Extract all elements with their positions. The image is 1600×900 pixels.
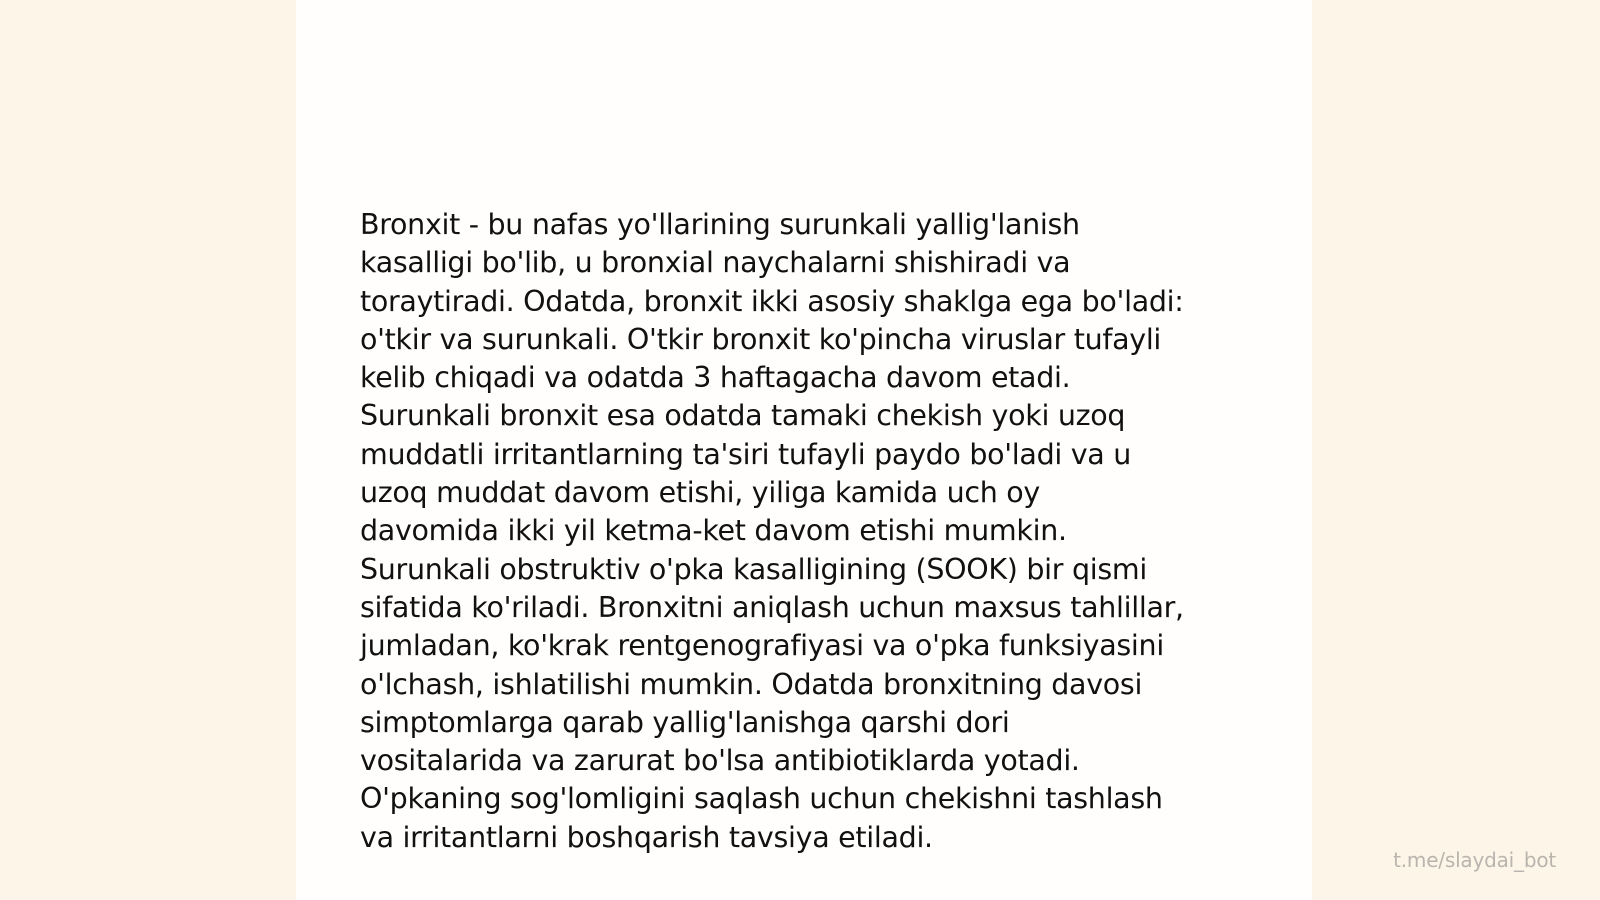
right-margin bbox=[1312, 0, 1600, 900]
text-line: muddatli irritantlarning ta'siri tufayli paydo bo'ladi va u bbox=[360, 437, 1131, 471]
text-line: davomida ikki yil ketma-ket davom etishi mumkin. bbox=[360, 514, 1067, 548]
text-line: O'pkaning sog'lomligini saqlash uchun chekishni tashlash bbox=[360, 782, 1163, 816]
text-line: vositalarida va zarurat bo'lsa antibiotiklarda yotadi. bbox=[360, 744, 1080, 778]
left-margin bbox=[0, 0, 296, 900]
text-line: sifatida ko'riladi. Bronxitni aniqlash uchun maxsus tahlillar, bbox=[360, 590, 1184, 624]
slide bbox=[296, 0, 1312, 900]
text-line: jumladan, ko'krak rentgenografiyasi va o'pka funksiyasini bbox=[360, 629, 1164, 663]
text-line: kelib chiqadi va odatda 3 haftagacha davom etadi. bbox=[360, 361, 1071, 395]
text-line: o'tkir va surunkali. O'tkir bronxit ko'pincha viruslar tufayli bbox=[360, 322, 1162, 356]
text-line: Surunkali bronxit esa odatda tamaki chekish yoki uzoq bbox=[360, 399, 1126, 433]
text-line: Bronxit - bu nafas yo'llarining surunkali yallig'lanish bbox=[360, 208, 1080, 241]
text-line: simptomlarga qarab yallig'lanishga qarshi dori bbox=[360, 705, 1010, 739]
text-line: kasalligi bo'lib, u bronxial naychalarni shishiradi va bbox=[360, 246, 1071, 280]
text-line: uzoq muddat davom etishi, yiliga kamida uch oy bbox=[360, 476, 1040, 510]
slide-body-text bbox=[360, 206, 1250, 857]
text-line: o'lchash, ishlatilishi mumkin. Odatda bronxitning davosi bbox=[360, 667, 1143, 701]
text-line: va irritantlarni boshqarish tavsiya etiladi. bbox=[360, 820, 933, 854]
text-line: Surunkali obstruktiv o'pka kasalligining (SOOK) bir qismi bbox=[360, 552, 1148, 586]
text-line: toraytiradi. Odatda, bronxit ikki asosiy shaklga ega bo'ladi: bbox=[360, 284, 1184, 318]
watermark: t.me/slaydai_bot bbox=[1393, 848, 1556, 872]
